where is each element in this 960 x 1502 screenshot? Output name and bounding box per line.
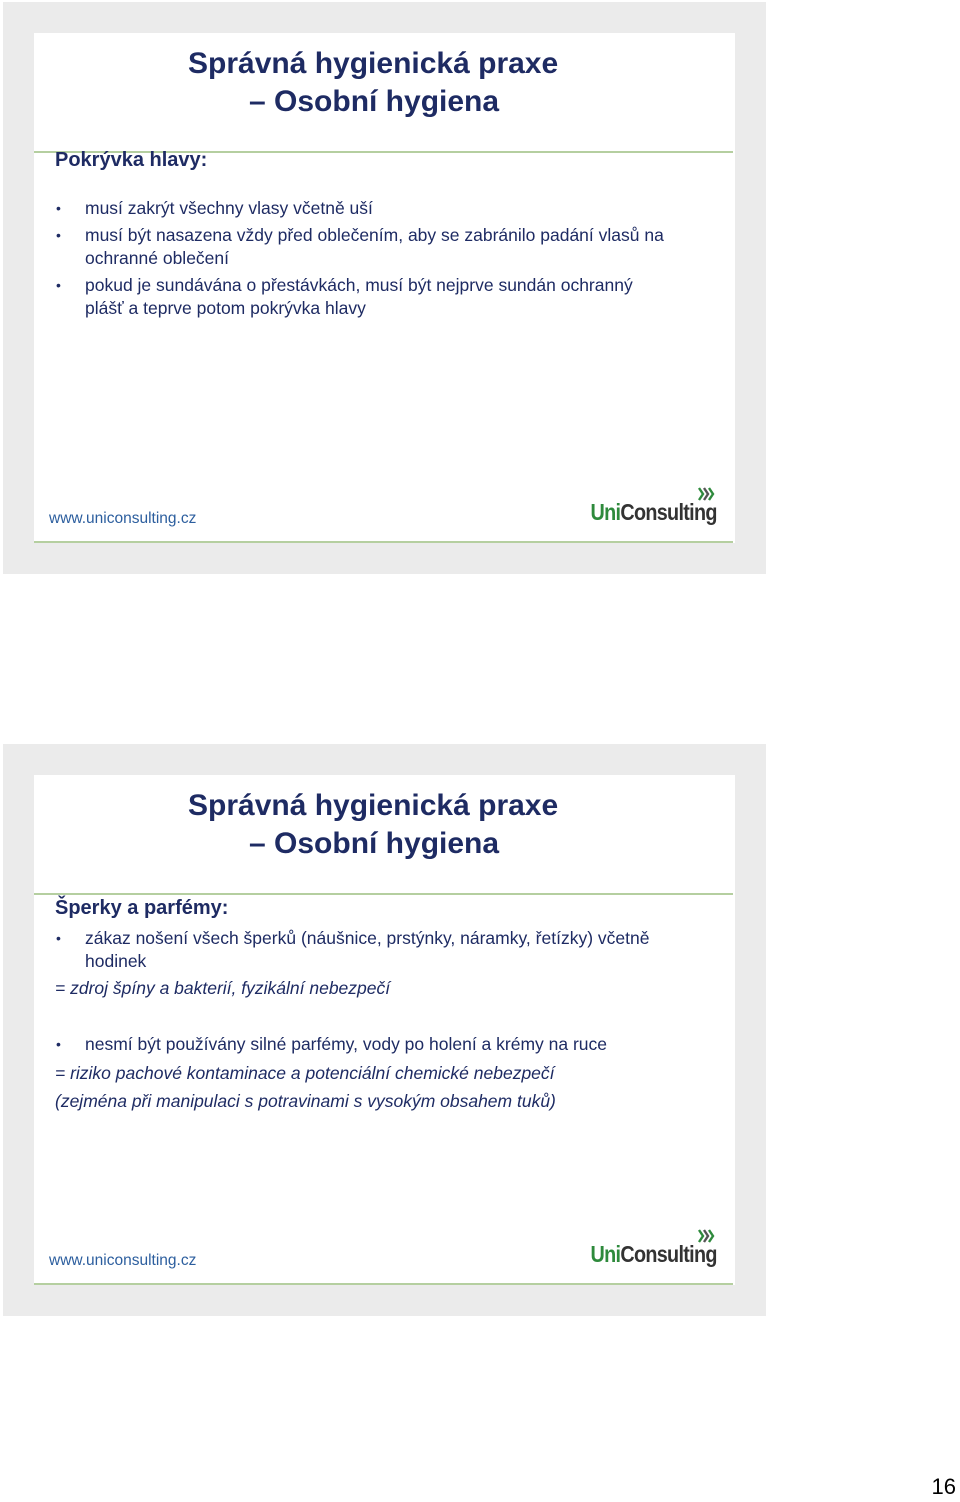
- list-item-text: zákaz nošení všech šperků (náušnice, prstýnky, náramky, řetízky) včetně hodinek: [85, 928, 650, 971]
- title-line-2: – Osobní hygiena: [249, 827, 500, 860]
- list-item-text: musí být nasazena vždy před oblečením, aby se zabránilo padání vlasů na ochranné oblečení: [85, 225, 664, 268]
- bullet-icon: •: [56, 200, 61, 216]
- list-item-text: nesmí být používány silné parfémy, vody po holení a krémy na ruce: [85, 1034, 608, 1054]
- list-item-text: musí zakrýt všechny vlasy včetně uší: [85, 198, 373, 218]
- footer-url: www.uniconsulting.cz: [49, 510, 197, 527]
- title-line-1: Správná hygienická praxe: [188, 47, 559, 80]
- bullet-list: [54, 197, 724, 320]
- footer-divider: [34, 1283, 733, 1285]
- section-heading: Pokrývka hlavy:: [55, 149, 208, 171]
- uniconsulting-logo: [587, 1229, 717, 1271]
- logo-wordmark: UniConsulting: [590, 1241, 717, 1267]
- section-heading: Šperky a parfémy:: [55, 897, 229, 919]
- bullet-icon: •: [56, 277, 61, 293]
- page-number: 16: [931, 1474, 956, 1499]
- title-line-1: Správná hygienická praxe: [188, 789, 559, 822]
- note-text: = riziko pachové kontaminace a potenciální chemické nebezpečí: [55, 1063, 555, 1083]
- slide-2: [34, 775, 735, 1285]
- slide-1: [34, 33, 735, 543]
- title-line-2: – Osobní hygiena: [249, 85, 500, 118]
- list-item: [54, 224, 714, 270]
- list-item-text: pokud je sundávána o přestávkách, musí být nejprve sundán ochranný plášť a teprve potom pokrývka hlavy: [85, 275, 633, 318]
- slide-frame-2: [3, 744, 766, 1316]
- footer-url: www.uniconsulting.cz: [49, 1252, 197, 1269]
- bullet-icon: •: [56, 227, 61, 243]
- uniconsulting-logo: [587, 487, 717, 529]
- logo-wordmark: UniConsulting: [590, 499, 717, 525]
- list-item: [54, 274, 694, 320]
- bullet-list: [54, 927, 724, 973]
- bullet-icon: •: [56, 930, 61, 946]
- bullet-icon: •: [56, 1036, 61, 1052]
- list-item: [54, 197, 724, 220]
- list-item: [54, 1033, 724, 1056]
- bullet-list: [54, 1033, 724, 1056]
- note-text: = zdroj špíny a bakterií, fyzikální nebezpečí: [55, 978, 391, 998]
- slide-frame-1: [3, 2, 766, 574]
- footer-divider: [34, 541, 733, 543]
- list-item: [54, 927, 734, 973]
- title-divider: [34, 893, 733, 895]
- note-text: (zejména při manipulaci s potravinami s vysokým obsahem tuků): [55, 1091, 556, 1111]
